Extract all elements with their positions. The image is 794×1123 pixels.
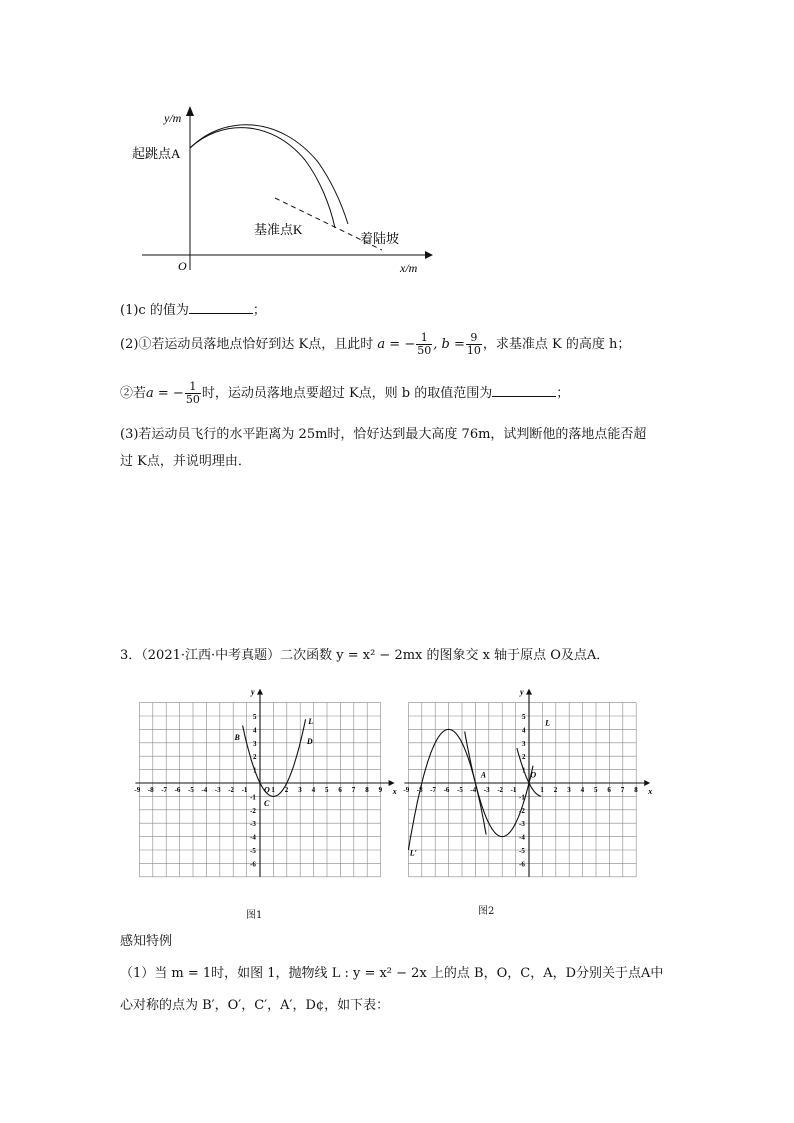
q2-1-suffix: ，求基准点 K 的高度 h； (482, 337, 631, 352)
x-tick-label: 5 (325, 786, 329, 794)
label-C: C (264, 798, 270, 808)
y-tick-label: -6 (250, 860, 256, 869)
q1-prefix: (1)c 的值为 (120, 303, 189, 318)
y-tick-label: -3 (250, 820, 256, 829)
y-tick-label: -5 (250, 847, 256, 855)
ski-jump-figure (120, 100, 440, 285)
q2-2-a-numerator: 1 (185, 381, 201, 394)
question-1 (120, 300, 266, 321)
x-tick-label: 9 (378, 786, 383, 794)
slope-label: 着陆坡 (360, 231, 400, 246)
x-tick-label: -2 (228, 786, 235, 794)
x-axis-arrow (425, 251, 433, 259)
x-axis-arrow (644, 780, 650, 786)
y-tick-label: -3 (519, 820, 525, 829)
question-3-line2: 过 K点，并说明理由． (120, 454, 251, 469)
point-k-label: 基准点K (254, 222, 303, 237)
label-D: D (306, 737, 313, 747)
y-axis-label: y (520, 687, 524, 697)
y-axis-label: y/m (164, 111, 182, 125)
y-tick-label: 2 (522, 753, 526, 762)
x-tick-label: -5 (457, 786, 463, 794)
trajectory-curve-outer (190, 125, 348, 224)
y-tick-label: 2 (253, 753, 257, 762)
x-tick-label: -8 (147, 786, 154, 794)
y-axis-arrow (186, 106, 194, 116)
x-axis-label: x (648, 787, 653, 796)
x-tick-label: 3 (567, 786, 571, 794)
y-tick-label: -1 (519, 793, 525, 802)
x-tick-label: -3 (483, 786, 490, 794)
graph1-caption: 图1 (246, 910, 263, 921)
q2-2-answer-blank (492, 383, 556, 397)
x-tick-label: -7 (430, 786, 437, 794)
label-L: L (545, 718, 550, 728)
point-a-label: 起跳点A (132, 146, 181, 161)
section-title: 感知特例 (120, 934, 173, 949)
y-tick-label: -1 (250, 793, 256, 802)
q2-2-suffix: ； (556, 386, 570, 401)
x-tick-label: -9 (403, 786, 410, 794)
question-3-line1: (3)若运动员飞行的水平距离为 25m时，恰好达到最大高度 76m，试判断他的落地点能否超 (120, 427, 647, 442)
q2-1-b-fraction (466, 332, 482, 357)
graph-figure-2 (398, 674, 664, 924)
x-tick-label: -9 (134, 786, 141, 794)
q2-1-prefix: (2)①若运动员落地点恰好到达 K点，且此时 (120, 337, 374, 352)
x-tick-label: 8 (365, 786, 369, 794)
x-tick-label: 1 (540, 786, 544, 794)
y-axis-arrow (257, 689, 263, 695)
graph-figure-1 (128, 674, 397, 924)
x-tick-label: -6 (443, 786, 450, 794)
y-tick-label: 5 (253, 713, 257, 721)
x-tick-label: 4 (580, 786, 585, 794)
problem-3-q1-line1: （1）当 m = 1时，如图 1，抛物线 L : y = x² − 2x 上的点 B，O，C，A，D分别关于点A中 (120, 966, 664, 981)
y-tick-label: 4 (253, 726, 257, 735)
x-tick-label: 8 (634, 786, 638, 794)
x-tick-label: 4 (311, 786, 316, 794)
y-tick-label: 1 (253, 766, 257, 775)
x-tick-label: 7 (351, 786, 356, 794)
x-tick-label: -8 (416, 786, 423, 794)
x-tick-label: 5 (594, 786, 598, 794)
question-2-1 (120, 332, 630, 357)
x-tick-label: -3 (214, 786, 221, 794)
y-tick-label: 5 (522, 713, 526, 721)
y-tick-label: -6 (519, 860, 525, 869)
q2-1-b-denominator: 10 (466, 344, 481, 357)
x-axis-label: x/m (400, 261, 418, 275)
x-tick-label: -1 (241, 786, 248, 794)
x-axis-label: x (392, 787, 397, 796)
trajectory-curve-inner (190, 128, 335, 228)
graph2-caption: 图2 (478, 906, 495, 917)
q2-2-a-denominator: 50 (185, 393, 200, 406)
x-tick-label: 6 (607, 786, 611, 794)
x-tick-label: -1 (510, 786, 517, 794)
label-O: O (530, 770, 537, 780)
q2-2-mid: 时，运动员落地点要超过 K点，则 b 的取值范围为 (201, 386, 493, 401)
x-axis-arrow (389, 780, 395, 786)
y-tick-label: -2 (519, 806, 525, 815)
x-tick-label: -5 (188, 786, 194, 794)
q2-2-prefix: ②若 (120, 386, 147, 401)
q2-1-a-fraction (416, 332, 432, 357)
x-tick-label: 1 (271, 786, 275, 794)
label-L: L (308, 717, 314, 727)
y-tick-label: 3 (253, 739, 257, 748)
q2-1-b-numerator: 9 (466, 332, 482, 345)
x-tick-label: 6 (338, 786, 342, 794)
x-tick-label: -6 (174, 786, 181, 794)
x-tick-label: 2 (284, 786, 289, 794)
y-tick-label: 1 (522, 766, 526, 775)
x-tick-label: -7 (161, 786, 168, 794)
q1-answer-blank (189, 300, 253, 314)
y-tick-label: 4 (522, 726, 526, 735)
problem-3-q1-line2: 心对称的点为 B′，O′，C′，A′，D¢，如下表： (120, 998, 390, 1013)
x-tick-label: 3 (298, 786, 302, 794)
q2-1-a-numerator: 1 (416, 332, 432, 345)
y-tick-label: -5 (519, 847, 525, 855)
x-tick-label: 7 (620, 786, 625, 794)
label-B: B (234, 733, 240, 743)
label-O: O (264, 785, 270, 795)
q1-suffix: ； (252, 303, 266, 318)
origin-label: O (178, 259, 187, 273)
y-tick-label: -4 (250, 833, 256, 842)
x-tick-label: -4 (470, 786, 477, 794)
label-L-prime: L′ (409, 848, 417, 858)
y-axis-label: y (251, 687, 255, 697)
y-tick-label: -2 (250, 806, 256, 815)
question-2-2 (120, 381, 569, 406)
y-axis-arrow (526, 689, 532, 695)
label-A: A (480, 770, 487, 780)
y-tick-label: 3 (522, 739, 526, 748)
q2-1-b-eq: , b = (433, 337, 465, 352)
problem-3-header: 3．（2021·江西·中考真题）二次函数 y = x² − 2mx 的图象交 x 轴于原点 O及点A． (120, 648, 610, 663)
y-tick-label: -4 (519, 833, 525, 842)
q2-1-a-denominator: 50 (417, 344, 432, 357)
x-tick-label: -4 (201, 786, 208, 794)
q2-2-a-eq: a = − (146, 386, 184, 401)
q2-1-a-eq: a = − (377, 337, 416, 352)
x-tick-label: -2 (497, 786, 504, 794)
q2-2-a-fraction (185, 381, 201, 406)
x-tick-label: 2 (553, 786, 558, 794)
